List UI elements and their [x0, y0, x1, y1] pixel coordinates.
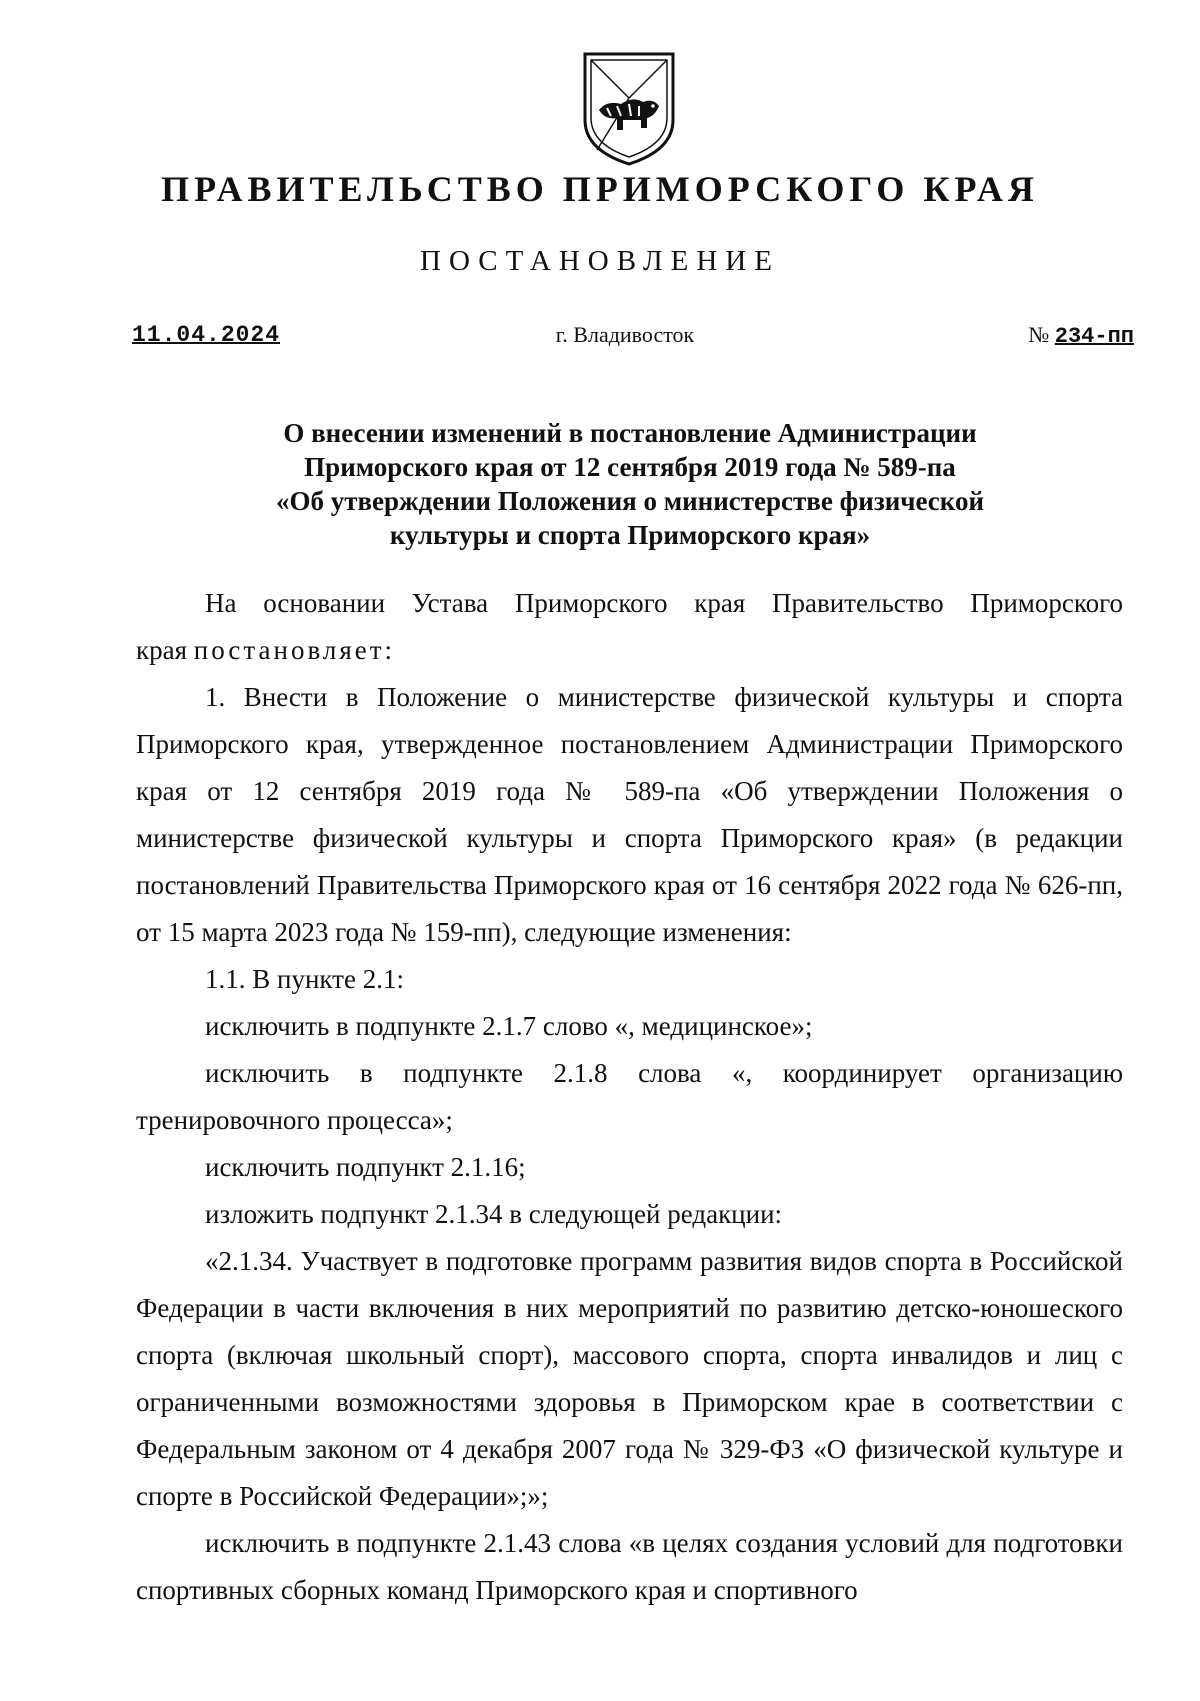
paragraph: На основании Устава Приморского края Правительство Приморского — [205, 588, 1123, 618]
paragraph: «2.1.34. Участвует в подготовке программ развития видов спорта в Российской Федерации в части включения в них мероприятий по развитию детско-юношеского спорта (включая школьный спорт), массового спорта, спорта инвалидов и лиц с ограниченными возможностями здоровья в Приморском крае в соответствии с Федеральным законом от 4 декабря 2007 года № 329-ФЗ «О физической культуре и спорте в Российской Федерации»;»; — [136, 1246, 1123, 1511]
coat-of-arms-emblem — [577, 50, 681, 168]
document-type: ПОСТАНОВЛЕНИЕ — [420, 245, 780, 277]
punctuation: : — [384, 635, 393, 665]
document-body — [136, 580, 1123, 1614]
paragraph-continuation — [136, 627, 1123, 674]
number-value: 234-пп — [1054, 324, 1134, 349]
organization-name: ПРАВИТЕЛЬСТВО ПРИМОРСКОГО КРАЯ — [161, 169, 1039, 209]
title-line: «Об утверждении Положения о министерстве физической — [275, 486, 985, 516]
title-line: культуры и спорта Приморского края» — [389, 520, 871, 550]
paragraph: 1.1. В пункте 2.1: — [205, 964, 404, 994]
paragraph: изложить подпункт 2.1.34 в следующей редакции: — [205, 1199, 783, 1229]
paragraph: 1. Внести в Положение о министерстве физической культуры и спорта Приморского края, утвержденное постановлением Администрации Приморского края от 12 сентября 2019 года № 589-па «Об утверждении Положения о министерстве физической культуры и спорта Приморского края» (в редакции постановлений Правительства Приморского края от 16 сентября 2022 года № 626-пп, от 15 марта 2023 года № 159-пп), следующие изменения: — [136, 682, 1123, 947]
paragraph: исключить в подпункте 2.1.8 слова «, координирует организацию тренировочного процесса»; — [136, 1058, 1123, 1135]
word: края — [136, 635, 188, 665]
paragraph: исключить в подпункте 2.1.43 слова «в целях создания условий для подготовки спортивных сборных команд Приморского края и спортивного — [136, 1528, 1123, 1605]
document-number — [1028, 322, 1134, 349]
document-date: 11.04.2024 — [132, 322, 281, 348]
number-label: № — [1028, 322, 1050, 347]
paragraph: исключить подпункт 2.1.16; — [205, 1152, 526, 1182]
word-spaced: постановляет — [193, 635, 385, 665]
title-line: О внесении изменений в постановление Администрации — [283, 418, 977, 448]
document-place: г. Владивосток — [555, 322, 695, 347]
paragraph: исключить в подпункте 2.1.7 слово «, медицинское»; — [205, 1011, 813, 1041]
document-title — [180, 416, 1080, 552]
title-line: Приморского края от 12 сентября 2019 года № 589-па — [304, 452, 956, 482]
